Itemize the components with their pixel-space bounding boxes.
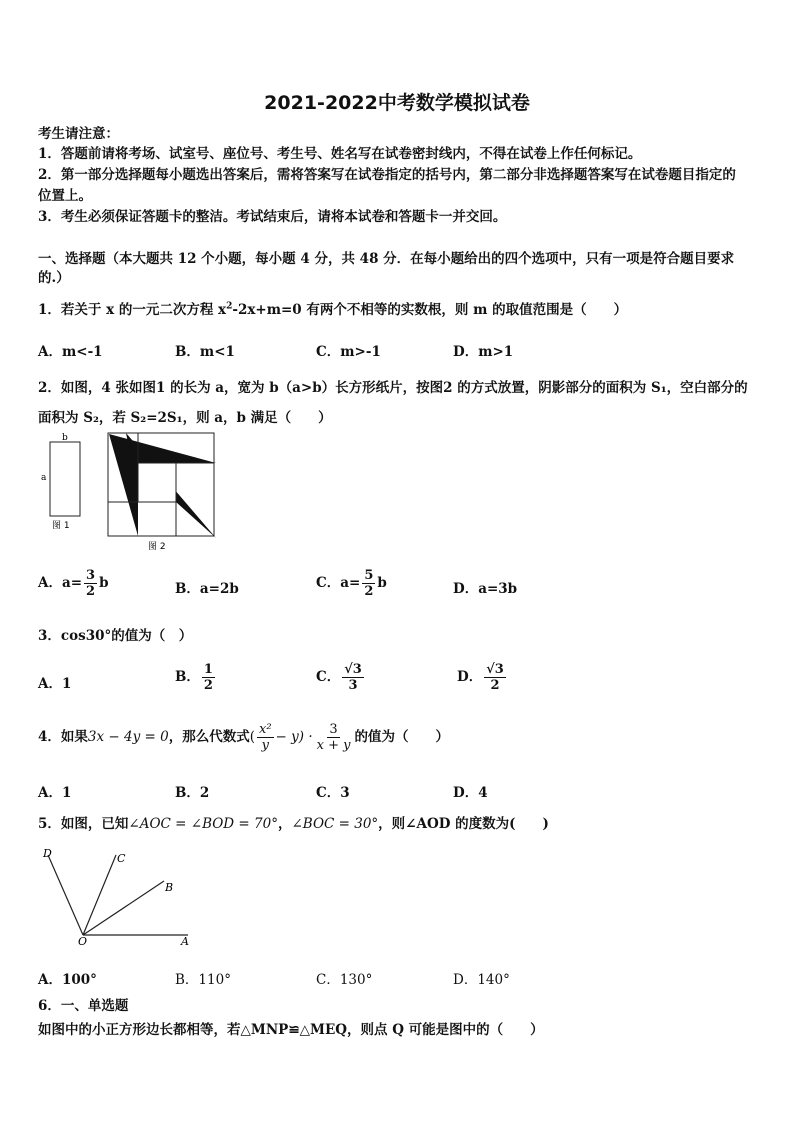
point-label-b: B [165,881,174,894]
question-4-option-d[interactable]: D．4 [453,785,488,801]
figure-1-rectangle [50,442,80,516]
question-3-option-d[interactable]: D． $\frac{√3}{2}$ [457,662,504,693]
figure-1-label-b: b [62,433,68,443]
question-1-option-c[interactable]: C．m>-1 [316,344,381,360]
question-6-stem: 如图中的小正方形边长都相等，若△MNP≌△MEQ，则点 Q 可能是图中的（ ） [38,1022,544,1038]
fraction: $\frac{3}{x + y}$ [316,722,351,753]
figure-1-caption: 图 1 [52,521,70,531]
question-2-stem-cont: 面积为 S₂，若 S₂=2S₁，则 a，b 满足（ ） [38,410,332,426]
question-2-option-c[interactable]: C．a= $\frac{5}{2}$ b [316,568,387,599]
question-2-stem: 2．如图，4 张如图1 的长为 a，宽为 b（a>b）长方形纸片，按图2 的方式放置，阴影部分的面积为 S₁，空白部分的 [38,380,748,396]
figure-2-caption: 图 2 [148,542,166,552]
notice-item-3: 3．考生必须保证答题卡的整洁。考试结束后，请将本试卷和答题卡一并交回。 [38,209,507,225]
question-1-option-a[interactable]: A．m<-1 [38,344,103,360]
fraction: $\frac{\text{x²}}{y}$ [258,722,272,753]
ray-od [48,855,83,935]
question-5-option-d[interactable]: D．140° [453,972,510,988]
question-2-option-a[interactable]: A．a= $\frac{3}{2}$ b [38,568,109,599]
section-heading-cont: 的.） [38,270,70,286]
question-1-stem: 1．若关于 x 的一元二次方程 $x^2-2x+m=0$ 有两个不相等的实数根，则 m 的取值范围是（ ） [38,301,628,318]
point-label-a: A [181,935,189,948]
page-title: 2021-2022中考数学模拟试卷 [264,92,530,114]
point-label-d: D [43,847,52,860]
fraction: $\frac{√3}{3}$ [344,662,362,693]
point-label-o: O [78,935,88,948]
question-4-option-c[interactable]: C．3 [316,785,350,801]
notice-item-2: 2．第一部分选择题每小题选出答案后，需将答案写在试卷指定的括号内，第二部分非选择题答案写在试卷题目指定的 [38,167,736,183]
question-3-stem: 3．cos30°的值为（ ） [38,628,193,644]
ray-ob [83,881,164,935]
question-1-option-d[interactable]: D．m>1 [453,344,514,360]
question-5-option-b[interactable]: B．110° [175,972,231,988]
question-5-angle-figure [38,843,198,948]
figure-1-label-a: a [41,473,47,483]
question-2-option-b[interactable]: B．a=2b [175,581,239,597]
fraction: $\frac{3}{2}$ [86,568,96,599]
question-5-stem: 5．如图，已知∠AOC = ∠BOD = 70°，∠BOC = 30°，则∠AOD 的度数为( ) [38,816,549,832]
question-3-option-b[interactable]: B． $\frac{1}{2}$ [175,662,213,693]
fraction: $\frac{1}{2}$ [203,662,213,693]
question-2-figures [38,428,223,558]
fraction: $\frac{5}{2}$ [364,568,374,599]
question-4-option-a[interactable]: A．1 [38,785,72,801]
fraction: $\frac{√3}{2}$ [486,662,504,693]
question-6-heading: 6．一、单选题 [38,998,129,1014]
question-5-option-c[interactable]: C．130° [316,972,373,988]
point-label-c: C [117,852,126,865]
question-5-option-a[interactable]: A．100° [38,972,97,988]
figure-2-drawing [108,433,216,538]
question-3-option-a[interactable]: A．1 [38,676,72,692]
question-4-stem: 4．如果3x − 4y = 0，那么代数式( $\frac{\text{x²}}{y}$ − y) · $\frac{3}{x + y}$ 的值为（ ） [38,722,449,753]
question-3-option-c[interactable]: C． $\frac{√3}{3}$ [316,662,362,693]
notice-heading: 考生请注意： [38,126,119,142]
notice-item-1: 1．答题前请将考场、试室号、座位号、考生号、姓名写在试卷密封线内，不得在试卷上作任何标记。 [38,146,642,162]
ray-oc [83,855,116,935]
section-heading: 一、选择题（本大题共 12 个小题，每小题 4 分，共 48 分．在每小题给出的四个选项中，只有一项是符合题目要求 [38,251,735,267]
question-2-option-d[interactable]: D．a=3b [453,581,518,597]
question-4-option-b[interactable]: B．2 [175,785,210,801]
notice-item-2-cont: 位置上。 [38,188,92,204]
question-1-option-b[interactable]: B．m<1 [175,344,235,360]
